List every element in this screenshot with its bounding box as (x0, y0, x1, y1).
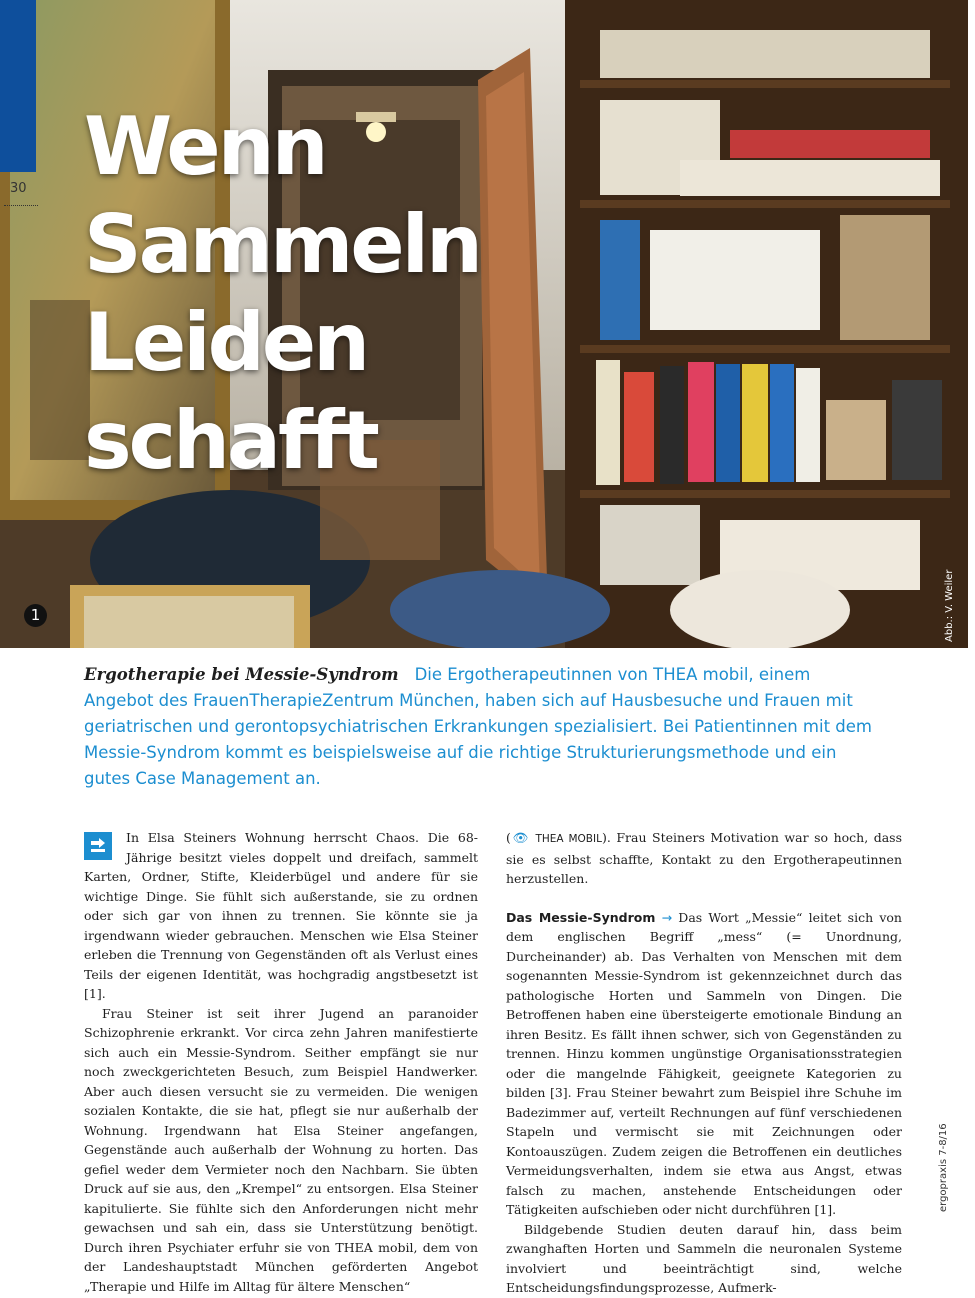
intro-text: Die Ergotherapeutinnen von THEA mobil, einem Angebot des FrauenTherapieZentrum München, haben sich auf Hausbesuche und Frauen mit geriatrischen und gerontopsychiatrischen Erkrankungen spezialisiert. Bei Patientinnen mit dem Messie-Syndrom kommt es beispielsweise auf die richtige Strukturierungsmethode und ein gutes Case Management an. (84, 665, 872, 788)
page-number: 30 (10, 181, 27, 196)
journal-issue: ergopraxis 7-8/16 (938, 1123, 949, 1212)
photo-credit: Abb.: V. Weiler (944, 569, 955, 642)
body-column-left (84, 828, 478, 1296)
intro-kicker: Ergotherapie bei Messie-Syndrom (84, 665, 399, 684)
article-intro (84, 662, 884, 792)
body-paragraph: Frau Steiner ist seit ihrer Jugend an paranoider Schizophrenie erkrankt. Vor circa zehn Jahren manifestierte sich auch ein Messie-Syndrom. Seither empfängt sie nur noch zweckgerichteten Besuch, zum Beispiel Handwerker. Aber auch diesen versucht sie zu vermeiden. Die wenigen sozialen Kontakte, die sie hat, pflegt sie nur außerhalb der Wohnung. Irgendwann hat Elsa Steiner angefangen, Gegenstände auch außerhalb der Wohnung zu horten. Das gefiel weder dem Vermieter noch den Nachbarn. Sie übten Druck auf sie aus, den „Krempel“ zu entsorgen. Elsa Steiner kapitulierte. Sie fühlte sich den Anforderungen nicht mehr gewachsen und sah ein, dass sie Unterstützung benötigt. Durch ihren Psychiater erfuhr sie von THEA mobil, dem von der Landeshauptstadt München geförderten Angebot „Therapie und Hilfe im Alltag für ältere Menschen“ (84, 1005, 478, 1294)
body-paragraph (506, 828, 902, 889)
body-paragraph: In Elsa Steiners Wohnung herrscht Chaos. Die 68-Jährige besitzt vieles doppelt und dreifach, sammelt Karten, Ordner, Stifte, Kleiderbügel und andere für sie wichtige Dinge. Sie fühlt sich außerstande, sie zu ordnen oder sich gar von ihnen zu trennen. Sie könnte sie ja irgendwann wieder gebrauchen. Menschen wie Elsa Steiner erleben die Trennung von Gegenständen oft als Verlust eines Teils der eigenen Identität, was hochgradig angstbesetzt ist [1]. (84, 830, 478, 1001)
ref-open: ( (506, 830, 511, 845)
section-text: Das Wort „Messie“ leitet sich von dem englischen Begriff „mess“ (= Unordnung, Durcheinander) ab. Das Verhalten von Menschen mit dem sogenannten Messie-Syndrom ist gekennzeichnet durch das pathologische Horten und Sammeln von Dingen. Die Betroffenen haben eine übersteigerte emotionale Bindung an ihren Besitz. Es fällt ihnen schwer, sich von Gegenständen zu trennen. Hinzu kommen ungünstige Organisationsstrategien oder die mangelnde Fähigkeit, geeignete Kategorien zu bilden [3]. Frau Steiner bewahrt zum Beispiel ihre Schuhe im Badezimmer auf, verteilt Rechnungen auf fünf verschiedenen Stapeln und vermischt sie mit Zeichnungen oder Kontoauszügen. Zudem zeigen die Betroffenen ein deutliches Vermeidungsverhalten, indem sie etwa aus Angst, etwas falsch zu machen, anstehende Entscheidungen oder Tätigkeiten aufschieben oder nicht durchführen [1]. (506, 909, 902, 1217)
page-number-rule (4, 205, 38, 206)
title-line: Wenn (84, 100, 326, 193)
start-arrow-icon (84, 832, 112, 860)
figure-number-badge: 1 (24, 604, 47, 627)
eye-icon: 👁︎ (510, 830, 530, 845)
title-line: schafft (84, 394, 377, 487)
title-line: Sammeln (84, 198, 480, 291)
section-heading: Das Messie-Syndrom (506, 909, 656, 925)
body-paragraph (506, 908, 902, 1220)
page-tab (0, 0, 36, 172)
title-line: Leiden (84, 296, 368, 389)
body-column-right (506, 828, 902, 1298)
body-paragraph: Bildgebende Studien deuten darauf hin, dass beim zwanghaften Horten und Sammeln die neuronalen Systeme involviert und beeinträchtigt sind, welche Entscheidungsfindungsprozesse, Aufmerk- (506, 1221, 902, 1295)
cross-reference: THEA MOBIL (535, 833, 602, 845)
ref-text: ). Frau Steiners Motivation war so hoch, dass sie es selbst schaffte, Kontakt zu den Ergotherapeutinnen herzustellen. (506, 830, 902, 886)
article-title (84, 98, 480, 490)
arrow-right-icon: → (661, 909, 673, 925)
